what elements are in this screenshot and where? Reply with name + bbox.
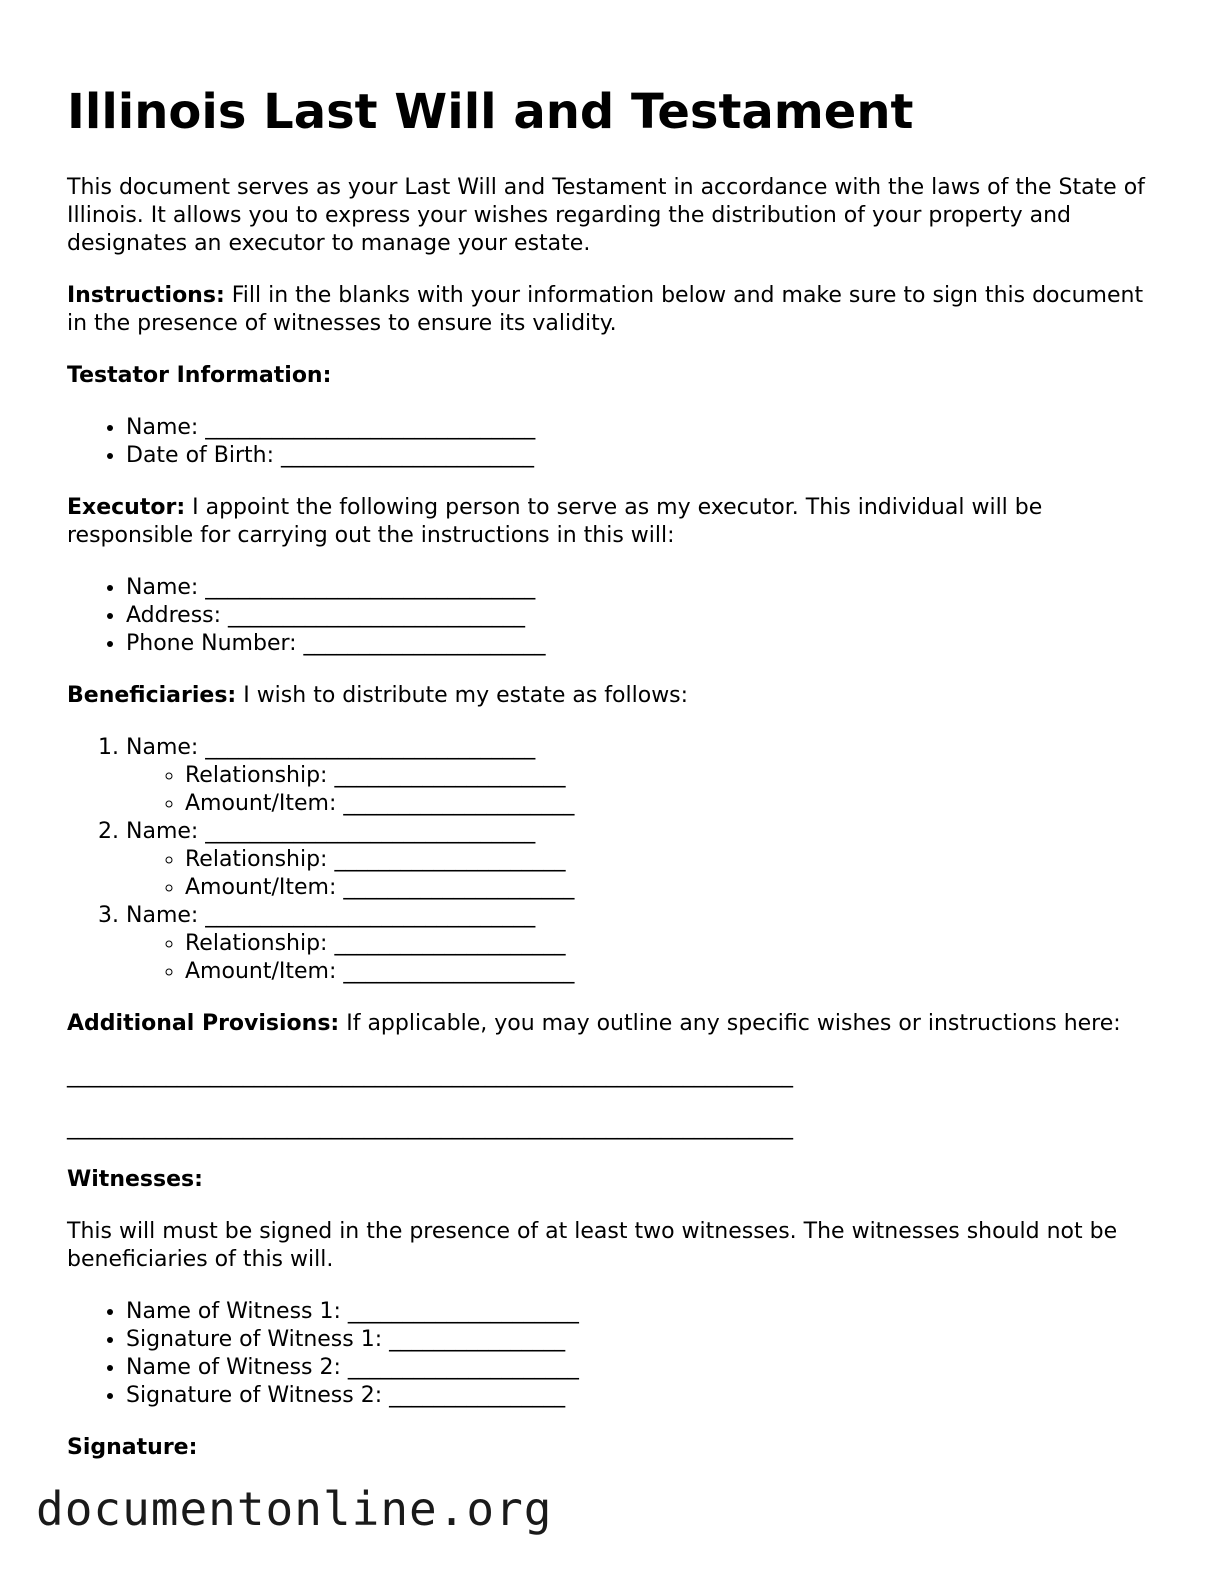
provisions-line-1[interactable]: __________________________________________________________________ [67,1063,793,1088]
witness-1-name-field[interactable]: • Name of Witness 1: _____________________ [126,1298,1167,1326]
watermark-text: documentonline.org [36,1482,553,1536]
testator-heading: Testator Information: [67,363,332,388]
beneficiary-details [126,762,1167,818]
provisions-line-2[interactable]: __________________________________________________________________ [67,1115,793,1140]
executor-phone-field[interactable]: • Phone Number: ______________________ [126,630,1167,658]
executor-address-field[interactable]: • Address: ___________________________ [126,602,1167,630]
beneficiary-item [126,734,1167,818]
beneficiaries-list [67,734,1167,986]
beneficiary-item [126,902,1167,986]
witness-2-name-field[interactable]: • Name of Witness 2: _____________________ [126,1354,1167,1382]
testator-dob-field[interactable]: • Date of Birth: _______________________ [126,442,1167,470]
witnesses-paragraph: This will must be signed in the presence of at least two witnesses. The witnesses should not be beneficiaries of this will. [67,1219,1118,1272]
provisions-label: Additional Provisions: [67,1011,340,1036]
executor-text: I appoint the following person to serve as my executor. This individual will be responsible for carrying out the instructions in this will: [67,495,1043,548]
witness-2-signature-field[interactable]: • Signature of Witness 2: ________________ [126,1382,1167,1410]
executor-list [67,574,1167,658]
executor-paragraph [67,494,1167,550]
beneficiaries-paragraph [67,682,1167,710]
witness-1-signature-field[interactable]: • Signature of Witness 1: ________________ [126,1326,1167,1354]
beneficiary-relationship-field[interactable]: ◦ Relationship: _____________________ [185,846,1167,874]
witnesses-list [67,1298,1167,1410]
beneficiary-amount-field[interactable]: ◦ Amount/Item: _____________________ [185,958,1167,986]
witnesses-heading: Witnesses: [67,1167,203,1192]
beneficiaries-text: I wish to distribute my estate as follows: [236,683,689,708]
beneficiary-amount-field[interactable]: ◦ Amount/Item: _____________________ [185,874,1167,902]
instructions-label: Instructions: [67,283,225,308]
beneficiary-amount-field[interactable]: ◦ Amount/Item: _____________________ [185,790,1167,818]
beneficiary-name-field[interactable]: Name: ______________________________ [126,819,536,844]
signature-heading: Signature: [67,1435,198,1460]
beneficiary-name-field[interactable]: Name: ______________________________ [126,735,536,760]
beneficiary-relationship-field[interactable]: ◦ Relationship: _____________________ [185,930,1167,958]
testator-name-field[interactable]: • Name: ______________________________ [126,414,1167,442]
testator-list [67,414,1167,470]
beneficiary-details [126,930,1167,986]
beneficiaries-label: Beneficiaries: [67,683,237,708]
beneficiary-item [126,818,1167,902]
executor-label: Executor: [67,495,186,520]
provisions-text: If applicable, you may outline any specific wishes or instructions here: [339,1011,1121,1036]
instructions-text: Fill in the blanks with your information below and make sure to sign this document in the presence of witnesses to ensure its validity. [67,283,1144,336]
beneficiary-name-field[interactable]: Name: ______________________________ [126,903,536,928]
document-title: Illinois Last Will and Testament [67,84,914,140]
document-page [67,82,1167,1486]
instructions-paragraph [67,282,1167,338]
intro-paragraph: This document serves as your Last Will and Testament in accordance with the laws of the State of Illinois. It allows you to express your wishes regarding the distribution of your property and designates an executor to manage your estate. [67,175,1145,256]
beneficiary-details [126,846,1167,902]
beneficiary-relationship-field[interactable]: ◦ Relationship: _____________________ [185,762,1167,790]
executor-name-field[interactable]: • Name: ______________________________ [126,574,1167,602]
provisions-paragraph [67,1010,1167,1038]
